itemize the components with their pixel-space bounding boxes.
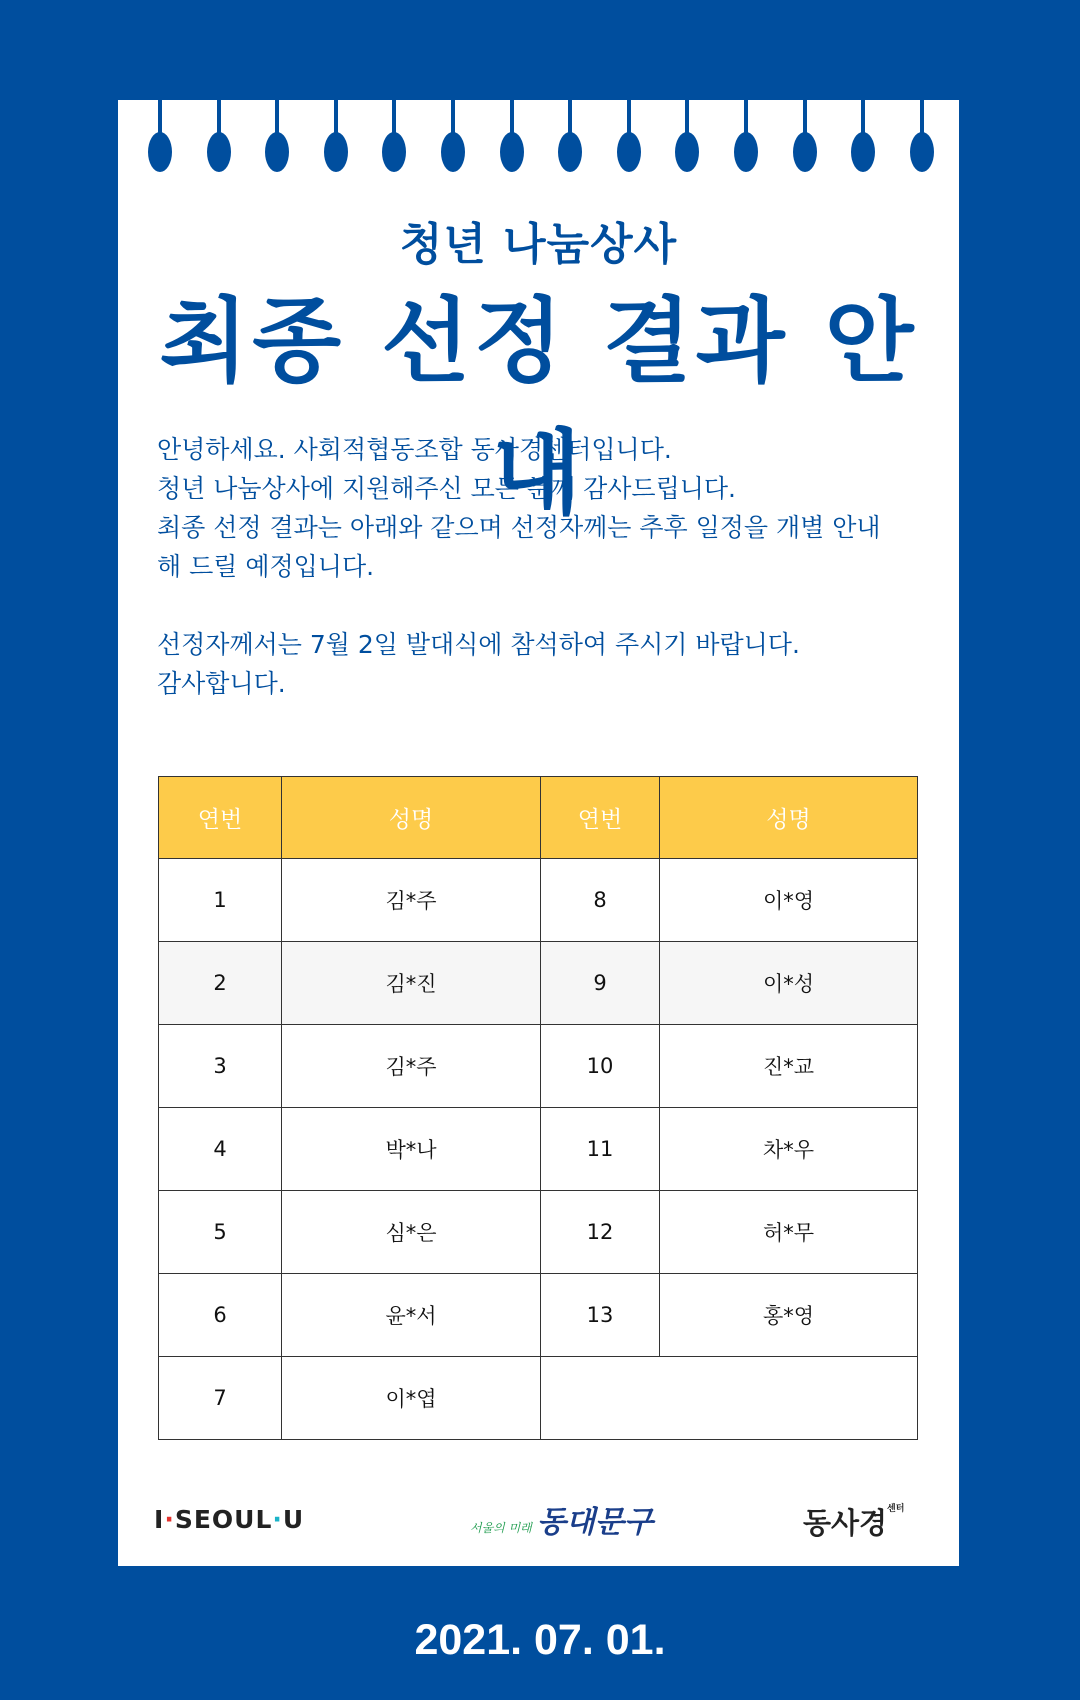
page-subtitle: 청년 나눔상사 — [399, 219, 678, 270]
header-name: 성명 — [282, 777, 541, 859]
sponsor-logos — [118, 1505, 959, 1555]
binding-ring — [734, 100, 758, 174]
empty-cell — [541, 1357, 918, 1440]
cell-number: 12 — [541, 1191, 660, 1274]
binding-ring — [558, 100, 582, 174]
binding-ring — [324, 100, 348, 174]
cell-number: 1 — [159, 859, 282, 942]
cell-name: 홍*영 — [660, 1274, 918, 1357]
table-header-row — [159, 777, 918, 859]
binding-ring — [910, 100, 934, 174]
cell-name: 김*주 — [282, 1025, 541, 1108]
i-seoul-u-logo: I·SEOUL·U — [154, 1505, 305, 1534]
notice-card — [118, 100, 959, 1566]
page-title: 최종 선정 결과 안내 — [159, 288, 918, 527]
body-line: 감사합니다. — [157, 669, 286, 698]
cell-number: 6 — [159, 1274, 282, 1357]
binding-ring — [500, 100, 524, 174]
spiral-binding — [118, 100, 959, 180]
cell-number: 5 — [159, 1191, 282, 1274]
cell-name: 허*무 — [660, 1191, 918, 1274]
dongsagyeong-logo: 동사경$^{센터}$ — [803, 1504, 905, 1540]
cell-name: 김*주 — [282, 859, 541, 942]
cell-number: 7 — [159, 1357, 282, 1440]
binding-ring — [382, 100, 406, 174]
binding-ring — [851, 100, 875, 174]
cell-number: 2 — [159, 942, 282, 1025]
cell-number: 4 — [159, 1108, 282, 1191]
cell-name: 윤*서 — [282, 1274, 541, 1357]
body-line: 안녕하세요. 사회적협동조합 동사경센터입니다. — [157, 435, 672, 464]
table-row — [159, 1108, 918, 1191]
table-row — [159, 1025, 918, 1108]
body-line: 해 드릴 예정입니다. — [157, 552, 375, 581]
binding-ring — [675, 100, 699, 174]
binding-ring — [265, 100, 289, 174]
header-name: 성명 — [660, 777, 918, 859]
cell-name: 진*교 — [660, 1025, 918, 1108]
table-row — [159, 859, 918, 942]
binding-ring — [207, 100, 231, 174]
cell-name: 이*성 — [660, 942, 918, 1025]
binding-ring — [617, 100, 641, 174]
binding-ring — [441, 100, 465, 174]
announcement-date: 2021. 07. 01. — [414, 1616, 666, 1664]
cell-name: 이*엽 — [282, 1357, 541, 1440]
body-line: 최종 선정 결과는 아래와 같으며 선정자께는 추후 일정을 개별 안내 — [157, 513, 881, 542]
results-table — [158, 776, 918, 1440]
table-row — [159, 1191, 918, 1274]
cell-name: 이*영 — [660, 859, 918, 942]
binding-ring — [148, 100, 172, 174]
header-number: 연번 — [159, 777, 282, 859]
body-line: 선정자께서는 7월 2일 발대식에 참석하여 주시기 바랍니다. — [157, 630, 800, 659]
table-row — [159, 942, 918, 1025]
header-number: 연번 — [541, 777, 660, 859]
cell-number: 3 — [159, 1025, 282, 1108]
cell-name: 박*나 — [282, 1108, 541, 1191]
body-line: 청년 나눔상사에 지원해주신 모든 분께 감사드립니다. — [157, 474, 736, 503]
cell-number: 8 — [541, 859, 660, 942]
cell-name: 김*진 — [282, 942, 541, 1025]
cell-name: 심*은 — [282, 1191, 541, 1274]
binding-ring — [793, 100, 817, 174]
notice-body — [157, 430, 937, 703]
table-row — [159, 1357, 918, 1440]
cell-number: 10 — [541, 1025, 660, 1108]
cell-number: 11 — [541, 1108, 660, 1191]
table-row — [159, 1274, 918, 1357]
cell-number: 13 — [541, 1274, 660, 1357]
cell-name: 차*우 — [660, 1108, 918, 1191]
dongdaemun-logo: 서울의 미래 동대문구 — [470, 1505, 653, 1540]
cell-number: 9 — [541, 942, 660, 1025]
